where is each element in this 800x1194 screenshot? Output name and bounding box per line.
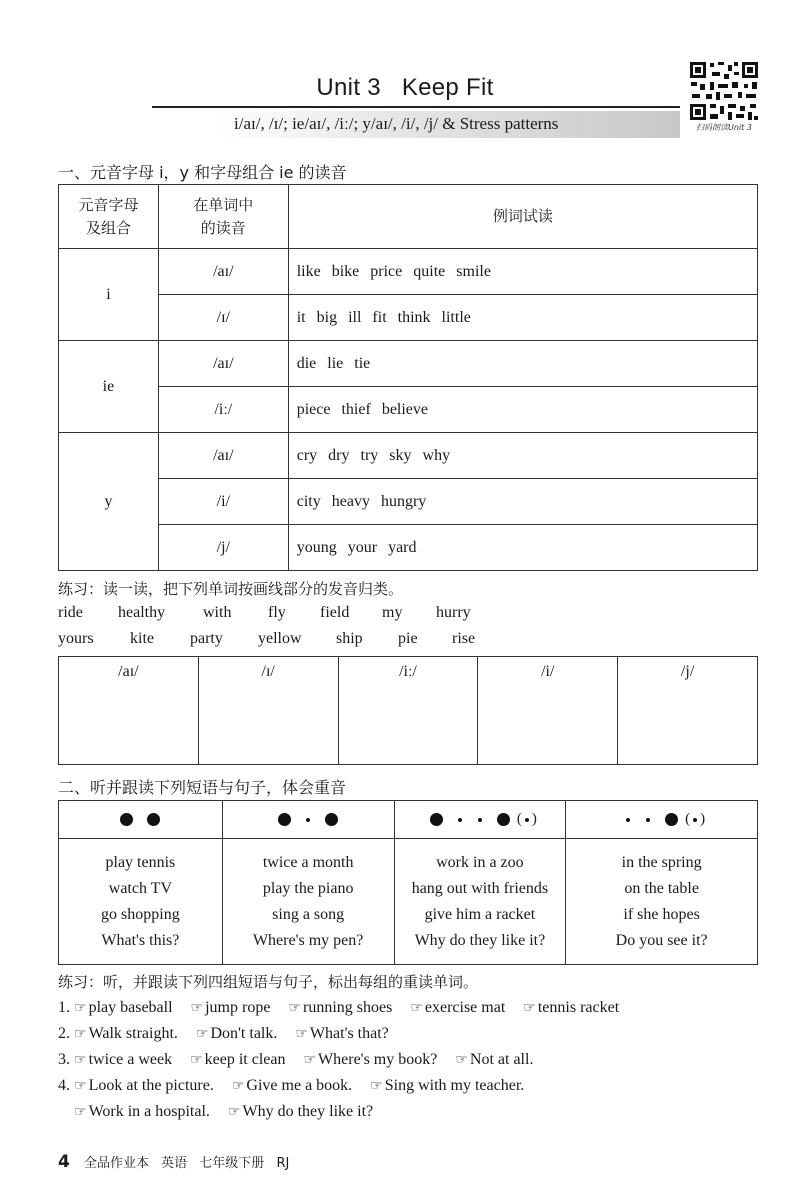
stressed-dot-icon — [325, 813, 338, 826]
pointing-hand-icon: ☞ — [195, 1026, 209, 1042]
section1-heading: 一、元音字母 i，y 和字母组合 ie 的读音 — [58, 163, 347, 182]
example-word: bike — [331, 262, 360, 280]
exercise-item: ☞ tennis racket — [523, 999, 620, 1016]
phrase-column — [222, 839, 394, 965]
practice-word: pie — [398, 630, 418, 647]
phrase: sing a song — [272, 905, 345, 923]
sound-cell: /i/ — [158, 479, 288, 525]
phrase: watch TV — [108, 879, 173, 897]
sound-cell: /aɪ/ — [158, 249, 288, 295]
example-word: city — [296, 492, 321, 510]
phrase: hang out with friends — [411, 879, 549, 897]
unit-name: Keep Fit — [401, 74, 494, 101]
pointing-hand-icon: ☞ — [370, 1078, 383, 1094]
book-grade: 七年级下册 — [199, 1156, 265, 1171]
example-word: hungry — [380, 492, 427, 510]
stressed-dot-icon — [120, 813, 133, 826]
example-word: why — [422, 446, 451, 464]
phrase: What's this? — [101, 931, 180, 949]
practice-word: my — [382, 604, 403, 621]
unstressed-dot-icon — [525, 818, 529, 822]
example-word: thief — [341, 400, 371, 418]
practice-word: field — [320, 604, 350, 621]
qr-caption: 扫码朗读Unit 3 — [696, 123, 752, 132]
pointing-hand-icon: ☞ — [190, 1000, 204, 1016]
book-subject: 英语 — [161, 1156, 188, 1171]
vowel-sound-table — [58, 184, 758, 571]
stress-pattern-4: ( ) — [566, 801, 758, 839]
sorting-table — [58, 656, 758, 765]
example-word: believe — [381, 400, 429, 418]
book-edition: RJ — [276, 1156, 290, 1171]
practice-word: hurry — [436, 604, 471, 621]
pointing-hand-icon: ☞ — [74, 1052, 87, 1068]
unstressed-dot-icon — [478, 818, 482, 822]
example-word: lie — [327, 354, 344, 372]
header-rule — [152, 106, 680, 108]
practice2-instruction: 练习：听，并跟读下列四组短语与句子，标出每组的重读单词。 — [58, 973, 479, 991]
practice1-instruction: 练习：读一读，把下列单词按画线部分的发音归类。 — [58, 580, 404, 598]
pointing-hand-icon: ☞ — [288, 1000, 301, 1016]
exercise-line-3 — [58, 1051, 547, 1069]
example-words — [288, 479, 757, 525]
pointing-hand-icon: ☞ — [190, 1052, 203, 1068]
stress-pattern-2 — [222, 801, 394, 839]
pointing-hand-icon: ☞ — [74, 1104, 87, 1120]
stress-pattern-table — [58, 800, 758, 965]
exercise-item: ☞ What's that? — [295, 1025, 389, 1042]
example-words — [288, 387, 757, 433]
pointing-hand-icon: ☞ — [227, 1104, 241, 1120]
example-word: like — [296, 262, 321, 280]
pointing-hand-icon: ☞ — [74, 1026, 87, 1042]
example-words — [288, 295, 757, 341]
phrase: twice a month — [262, 853, 354, 871]
phrase-column — [59, 839, 223, 965]
example-word: think — [397, 308, 431, 326]
sort-column[interactable]: /ɪ/ — [198, 657, 338, 765]
pointing-hand-icon: ☞ — [231, 1078, 245, 1094]
phrase-column — [394, 839, 566, 965]
stressed-dot-icon — [430, 813, 443, 826]
section2-heading: 二、听并跟读下列短语与句子，体会重音 — [58, 778, 347, 797]
example-word: your — [347, 538, 378, 556]
exercise-number: 2. — [58, 1025, 70, 1042]
exercise-item: ☞ Give me a book. — [231, 1077, 353, 1094]
unstressed-dot-icon — [458, 818, 462, 822]
sound-cell: /iː/ — [158, 387, 288, 433]
unstressed-dot-icon — [626, 818, 630, 822]
pointing-hand-icon: ☞ — [295, 1026, 308, 1042]
exercise-item: ☞ running shoes — [288, 999, 393, 1016]
practice-word: yours — [58, 630, 94, 647]
example-word: dry — [328, 446, 350, 464]
exercise-item: ☞ keep it clean — [190, 1051, 286, 1068]
example-word: heavy — [331, 492, 370, 510]
exercise-item: ☞ Sing with my teacher. — [370, 1077, 525, 1094]
header-sound: 在单词中的读音 — [158, 185, 288, 249]
example-words — [288, 341, 757, 387]
exercise-item: ☞ Look at the picture. — [74, 1077, 214, 1094]
exercise-line-4 — [58, 1077, 538, 1095]
pointing-hand-icon: ☞ — [523, 1000, 536, 1016]
phrase: go shopping — [101, 905, 180, 923]
unstressed-dot-icon — [646, 818, 650, 822]
letter-i: i — [59, 249, 159, 341]
stressed-dot-icon — [278, 813, 291, 826]
unit-title — [300, 74, 510, 102]
exercise-item: ☞ jump rope — [190, 999, 271, 1016]
phrase-column — [566, 839, 758, 965]
page-number: 4 — [58, 1152, 70, 1172]
example-word: quite — [413, 262, 446, 280]
example-word: ill — [348, 308, 362, 326]
phrase: play the piano — [262, 879, 354, 897]
practice-word: yellow — [258, 630, 302, 647]
example-word: try — [360, 446, 379, 464]
stressed-dot-icon — [147, 813, 160, 826]
pointing-hand-icon: ☞ — [303, 1052, 317, 1068]
exercise-line-1 — [58, 999, 633, 1017]
header-examples: 例词试读 — [288, 185, 757, 249]
practice-word: ride — [58, 604, 83, 621]
sort-column[interactable]: /j/ — [618, 657, 758, 765]
practice-word: ship — [336, 630, 363, 647]
exercise-item: ☞ Where's my book? — [303, 1051, 438, 1068]
exercise-item: ☞ Not at all. — [455, 1051, 534, 1068]
sound-cell: /j/ — [158, 525, 288, 571]
practice-word: kite — [130, 630, 154, 647]
qr-code-icon[interactable] — [688, 60, 760, 122]
example-word: fit — [372, 308, 387, 326]
exercise-item: ☞ Don't talk. — [195, 1025, 278, 1042]
example-words — [288, 433, 757, 479]
phrase: Why do they like it? — [414, 931, 546, 949]
pointing-hand-icon: ☞ — [410, 1000, 423, 1016]
practice-word: rise — [452, 630, 476, 647]
letter-y: y — [59, 433, 159, 571]
header-letter: 元音字母及组合 — [59, 185, 159, 249]
stressed-dot-icon — [497, 813, 510, 826]
example-words — [288, 525, 757, 571]
sort-column[interactable]: /aɪ/ — [59, 657, 199, 765]
example-word: die — [296, 354, 317, 372]
exercise-line-5 — [74, 1103, 387, 1121]
stress-pattern-1 — [59, 801, 223, 839]
example-word: big — [316, 308, 338, 326]
practice-word: party — [190, 630, 223, 647]
example-words — [288, 249, 757, 295]
phrase: Where's my pen? — [252, 931, 364, 949]
exercise-item: ☞ play baseball — [74, 999, 173, 1016]
unit-number: Unit 3 — [316, 74, 381, 101]
exercise-number: 4. — [58, 1077, 70, 1094]
phrase: on the table — [624, 879, 699, 897]
pointing-hand-icon: ☞ — [74, 1000, 87, 1016]
phrase: work in a zoo — [436, 853, 524, 871]
phrase: if she hopes — [623, 905, 700, 923]
exercise-number: 1. — [58, 999, 70, 1016]
example-word: tie — [354, 354, 371, 372]
phrase: give him a racket — [424, 905, 536, 923]
example-word: cry — [296, 446, 318, 464]
example-word: sky — [389, 446, 412, 464]
page-footer — [58, 1152, 297, 1172]
stress-pattern-3: ( ) — [394, 801, 566, 839]
example-word: little — [441, 308, 471, 326]
sound-cell: /ɪ/ — [158, 295, 288, 341]
unstressed-dot-icon — [693, 818, 697, 822]
stressed-dot-icon — [665, 813, 678, 826]
exercise-item: ☞ Work in a hospital. — [74, 1103, 210, 1120]
phrase: Do you see it? — [615, 931, 708, 949]
pointing-hand-icon: ☞ — [455, 1052, 468, 1068]
practice-word: with — [203, 604, 232, 621]
phrase: play tennis — [105, 853, 176, 871]
book-series: 全品作业本 — [83, 1156, 149, 1171]
example-word: price — [370, 262, 403, 280]
exercise-item: ☞ exercise mat — [410, 999, 506, 1016]
example-word: piece — [296, 400, 331, 418]
sound-cell: /aɪ/ — [158, 433, 288, 479]
unstressed-dot-icon — [306, 818, 310, 822]
exercise-item: ☞ Walk straight. — [74, 1025, 178, 1042]
sort-column[interactable]: /iː/ — [338, 657, 478, 765]
sound-cell: /aɪ/ — [158, 341, 288, 387]
example-word: young — [296, 538, 337, 556]
sort-column[interactable]: /i/ — [478, 657, 618, 765]
exercise-item: ☞ twice a week — [74, 1051, 173, 1068]
example-word: smile — [456, 262, 491, 280]
practice-word: healthy — [118, 604, 166, 621]
example-word: yard — [388, 538, 417, 556]
phonics-summary: i/aɪ/, /ɪ/; ie/aɪ/, /iː/; y/aɪ/, /i/, /j/ & Stress patterns — [234, 114, 559, 133]
pointing-hand-icon: ☞ — [74, 1078, 87, 1094]
exercise-number: 3. — [58, 1051, 70, 1068]
phrase: in the spring — [621, 853, 702, 871]
practice-word: fly — [268, 604, 286, 621]
exercise-item: ☞ Why do they like it? — [227, 1103, 374, 1120]
exercise-line-2 — [58, 1025, 403, 1043]
example-word: it — [296, 308, 306, 326]
letter-ie: ie — [59, 341, 159, 433]
